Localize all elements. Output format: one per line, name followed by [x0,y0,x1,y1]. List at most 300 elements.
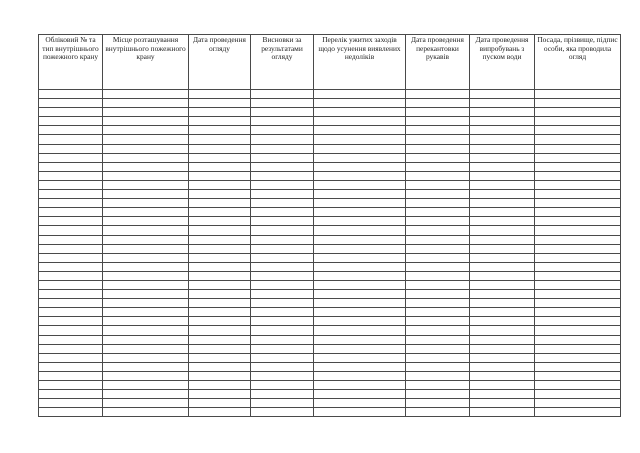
header-cell-inspector-signature: Посада, прізвище, підпис особи, яка проводила огляд [535,35,621,90]
table-cell [103,308,189,317]
table-cell [251,253,314,262]
table-cell [314,271,406,280]
table-cell [103,217,189,226]
table-cell [406,108,470,117]
table-cell [251,408,314,417]
table-cell [406,117,470,126]
table-cell [470,262,535,271]
table-cell [314,235,406,244]
table-cell [535,399,621,408]
table-cell [251,108,314,117]
table-cell [406,308,470,317]
table-cell [314,108,406,117]
table-cell [470,271,535,280]
table-cell [470,190,535,199]
table-cell [189,90,251,99]
table-cell [314,262,406,271]
table-cell [103,126,189,135]
table-row [39,226,621,235]
table-cell [535,253,621,262]
table-row [39,280,621,289]
table-cell [189,190,251,199]
table-cell [189,271,251,280]
table-cell [406,271,470,280]
table-cell [406,244,470,253]
table-cell [251,235,314,244]
table-cell [251,371,314,380]
table-cell [535,235,621,244]
table-cell [406,362,470,371]
table-cell [535,308,621,317]
table-cell [251,99,314,108]
table-cell [406,99,470,108]
table-cell [251,271,314,280]
table-cell [470,344,535,353]
table-cell [470,199,535,208]
table-cell [470,117,535,126]
table-cell [251,326,314,335]
table-cell [189,280,251,289]
table-cell [39,317,103,326]
table-cell [314,117,406,126]
table-cell [314,190,406,199]
table-cell [103,90,189,99]
table-row [39,90,621,99]
table-cell [189,317,251,326]
table-cell [39,408,103,417]
table-cell [251,362,314,371]
table-cell [535,326,621,335]
table-row [39,162,621,171]
table-row [39,353,621,362]
table-cell [103,99,189,108]
table-row [39,271,621,280]
table-cell [470,180,535,189]
table-cell [251,144,314,153]
table-cell [39,126,103,135]
table-cell [103,399,189,408]
table-cell [103,171,189,180]
table-cell [535,335,621,344]
table-row [39,399,621,408]
table-cell [251,381,314,390]
table-cell [39,271,103,280]
table-row [39,108,621,117]
table-row [39,190,621,199]
table-cell [189,262,251,271]
table-row [39,144,621,153]
table-cell [251,290,314,299]
table-cell [251,135,314,144]
table-cell [39,353,103,362]
table-cell [470,253,535,262]
table-cell [470,317,535,326]
table-row [39,171,621,180]
table-row [39,299,621,308]
table-cell [189,353,251,362]
table-cell [103,371,189,380]
table-cell [103,162,189,171]
table-cell [406,353,470,362]
table-cell [251,90,314,99]
table-cell [189,408,251,417]
table-cell [314,399,406,408]
table-cell [251,280,314,289]
table-row [39,262,621,271]
table-cell [406,299,470,308]
table-cell [103,317,189,326]
table-cell [189,344,251,353]
table-cell [39,162,103,171]
table-cell [39,290,103,299]
table-cell [406,135,470,144]
table-cell [314,171,406,180]
table-cell [39,90,103,99]
table-cell [314,280,406,289]
table-cell [470,371,535,380]
table-cell [189,126,251,135]
table-cell [406,381,470,390]
table-cell [535,135,621,144]
table-cell [39,144,103,153]
table-row [39,126,621,135]
table-cell [314,308,406,317]
table-row [39,208,621,217]
table-cell [103,271,189,280]
table-cell [314,253,406,262]
table-cell [406,290,470,299]
table-cell [470,208,535,217]
table-cell [314,208,406,217]
table-cell [39,381,103,390]
table-cell [251,153,314,162]
table-cell [251,190,314,199]
table-cell [103,290,189,299]
table-cell [314,390,406,399]
table-cell [406,144,470,153]
table-cell [251,353,314,362]
table-row [39,335,621,344]
table-cell [406,326,470,335]
table-cell [314,381,406,390]
table-cell [314,326,406,335]
table-cell [103,144,189,153]
table-cell [406,253,470,262]
table-cell [406,280,470,289]
table-cell [406,226,470,235]
header-cell-location: Місце розташування внутрішнього пожежного крану [103,35,189,90]
table-cell [39,217,103,226]
header-cell-conclusions: Висновки за результатами огляду [251,35,314,90]
table-cell [103,153,189,162]
table-cell [314,144,406,153]
table-row [39,253,621,262]
table-cell [406,235,470,244]
table-cell [470,244,535,253]
table-cell [470,144,535,153]
table-cell [189,153,251,162]
table-cell [103,226,189,235]
table-row [39,180,621,189]
table-cell [39,199,103,208]
table-cell [314,371,406,380]
table-cell [39,299,103,308]
table-cell [103,180,189,189]
table-cell [103,408,189,417]
table-row [39,117,621,126]
table-cell [103,335,189,344]
table-cell [39,208,103,217]
table-cell [406,180,470,189]
table-cell [39,326,103,335]
table-row [39,381,621,390]
table-row [39,135,621,144]
table-cell [535,362,621,371]
table-cell [314,99,406,108]
table-cell [470,308,535,317]
table-cell [470,335,535,344]
table-cell [406,217,470,226]
table-cell [314,153,406,162]
table-cell [535,180,621,189]
table-cell [406,126,470,135]
table-cell [251,390,314,399]
table-cell [39,135,103,144]
table-cell [189,217,251,226]
table-cell [535,144,621,153]
table-cell [103,299,189,308]
table-cell [535,162,621,171]
table-cell [406,90,470,99]
table-cell [251,199,314,208]
table-cell [314,353,406,362]
table-row [39,390,621,399]
table-cell [406,171,470,180]
table-body [39,90,621,417]
table-cell [535,90,621,99]
table-row [39,244,621,253]
table-cell [251,117,314,126]
table-cell [189,117,251,126]
table-cell [251,335,314,344]
table-cell [535,317,621,326]
table-cell [470,235,535,244]
table-cell [189,290,251,299]
table-cell [39,180,103,189]
table-cell [535,244,621,253]
table-cell [103,262,189,271]
header-cell-inventory-number: Обліковий № та тип внутрішнього пожежного крану [39,35,103,90]
table-cell [535,199,621,208]
table-row [39,290,621,299]
table-cell [39,117,103,126]
table-cell [39,335,103,344]
table-cell [470,226,535,235]
table-cell [470,390,535,399]
table-cell [39,253,103,262]
table-cell [470,162,535,171]
table-cell [39,390,103,399]
table-cell [189,362,251,371]
table-cell [189,244,251,253]
table-cell [535,353,621,362]
table-cell [189,171,251,180]
table-cell [39,153,103,162]
table-cell [535,381,621,390]
table-cell [189,308,251,317]
table-cell [189,381,251,390]
table-row [39,344,621,353]
table-cell [39,308,103,317]
table-cell [189,180,251,189]
table-cell [39,362,103,371]
table-row [39,371,621,380]
table-cell [251,244,314,253]
table-cell [406,162,470,171]
table-cell [406,399,470,408]
table-cell [535,408,621,417]
table-cell [470,408,535,417]
table-cell [251,399,314,408]
table-cell [39,99,103,108]
table-cell [470,353,535,362]
table-row [39,99,621,108]
table-cell [251,126,314,135]
table-cell [535,108,621,117]
table-cell [406,208,470,217]
table-cell [103,344,189,353]
table-cell [251,317,314,326]
table-cell [251,262,314,271]
header-row [39,35,621,90]
table-cell [535,390,621,399]
table-cell [314,217,406,226]
table-cell [406,317,470,326]
table-cell [189,335,251,344]
table-cell [406,262,470,271]
table-cell [251,344,314,353]
table-cell [189,399,251,408]
table-cell [39,235,103,244]
table-cell [470,90,535,99]
table-cell [39,190,103,199]
table-cell [39,244,103,253]
table-cell [406,199,470,208]
table-cell [406,344,470,353]
table-cell [103,390,189,399]
table-cell [535,117,621,126]
table-cell [189,135,251,144]
table-cell [189,235,251,244]
table-cell [314,290,406,299]
table-cell [470,381,535,390]
table-cell [103,253,189,262]
table-cell [406,190,470,199]
table-cell [39,262,103,271]
table-cell [470,217,535,226]
table-cell [470,108,535,117]
table-cell [470,280,535,289]
header-cell-measures-taken: Перелік ужитих заходів щодо усунення виявлених недоліків [314,35,406,90]
table-cell [406,371,470,380]
table-cell [535,99,621,108]
table-cell [314,408,406,417]
table-cell [103,135,189,144]
table-cell [251,226,314,235]
table-row [39,408,621,417]
table-cell [535,280,621,289]
table-cell [189,371,251,380]
table-cell [39,108,103,117]
table-row [39,217,621,226]
table-cell [470,299,535,308]
table-cell [103,117,189,126]
table-cell [103,362,189,371]
table-cell [251,171,314,180]
table-cell [535,262,621,271]
table-cell [314,162,406,171]
table-cell [535,226,621,235]
table-cell [406,390,470,399]
table-cell [189,326,251,335]
table-cell [189,299,251,308]
table-cell [314,180,406,189]
table-cell [39,171,103,180]
table-cell [189,208,251,217]
table-cell [103,199,189,208]
table-row [39,199,621,208]
table-cell [251,217,314,226]
table-cell [535,217,621,226]
table-row [39,362,621,371]
table-cell [251,180,314,189]
table-cell [314,90,406,99]
table-cell [535,344,621,353]
table-cell [535,153,621,162]
table-cell [251,299,314,308]
table-cell [470,326,535,335]
table-cell [470,362,535,371]
table-row [39,308,621,317]
table-cell [189,390,251,399]
table-cell [189,226,251,235]
table-cell [103,244,189,253]
table-cell [535,271,621,280]
table-cell [251,208,314,217]
table-row [39,317,621,326]
table-cell [314,126,406,135]
table-cell [314,199,406,208]
table-cell [103,108,189,117]
table-cell [39,371,103,380]
fire-hydrant-inspection-table [38,34,621,417]
header-cell-water-test-date: Дата проведення випробувань з пуском води [470,35,535,90]
table-cell [103,280,189,289]
table-cell [251,162,314,171]
table-cell [314,362,406,371]
table-cell [535,290,621,299]
table-cell [314,135,406,144]
table-cell [251,308,314,317]
table-cell [470,290,535,299]
table-cell [39,344,103,353]
table-cell [314,335,406,344]
table-cell [189,199,251,208]
table-cell [103,381,189,390]
table-cell [189,162,251,171]
table-cell [189,144,251,153]
table-cell [535,208,621,217]
